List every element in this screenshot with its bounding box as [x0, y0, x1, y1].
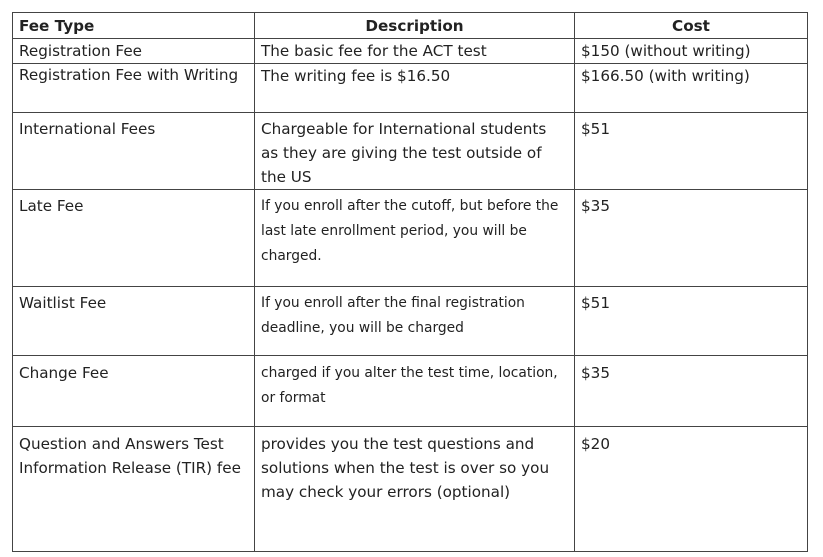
header-row	[13, 13, 808, 39]
fee-type-cell: Late Fee	[13, 190, 255, 287]
fee-type-cell: International Fees	[13, 113, 255, 190]
fee-type-cell: Registration Fee	[13, 39, 255, 64]
fee-type-cell: Question and Answers Test Information Release (TIR) fee	[13, 427, 255, 552]
description-cell: If you enroll after the final registration deadline, you will be charged	[255, 287, 575, 356]
cost-cell: $51	[575, 113, 808, 190]
description-cell: If you enroll after the cutoff, but before the last late enrollment period, you will be charged.	[255, 190, 575, 287]
header-cost: Cost	[575, 13, 808, 39]
table-row	[13, 39, 808, 64]
header-description: Description	[255, 13, 575, 39]
description-cell: charged if you alter the test time, location, or format	[255, 356, 575, 427]
fee-table	[12, 12, 808, 552]
cost-cell: $35	[575, 356, 808, 427]
cost-cell: $35	[575, 190, 808, 287]
cost-cell: $150 (without writing)	[575, 39, 808, 64]
description-cell: The writing fee is $16.50	[255, 64, 575, 113]
table-header	[13, 13, 808, 39]
table-row	[13, 427, 808, 552]
table-row	[13, 113, 808, 190]
description-cell: The basic fee for the ACT test	[255, 39, 575, 64]
table-row	[13, 190, 808, 287]
description-cell: Chargeable for International students as they are giving the test outside of the US	[255, 113, 575, 190]
table-row	[13, 356, 808, 427]
cost-cell: $20	[575, 427, 808, 552]
table-body	[13, 39, 808, 552]
table-row	[13, 287, 808, 356]
fee-type-cell: Waitlist Fee	[13, 287, 255, 356]
fee-type-cell: Registration Fee with Writing	[13, 64, 255, 113]
header-fee-type: Fee Type	[13, 13, 255, 39]
cost-cell: $166.50 (with writing)	[575, 64, 808, 113]
description-cell: provides you the test questions and solutions when the test is over so you may check your errors (optional)	[255, 427, 575, 552]
fee-type-cell: Change Fee	[13, 356, 255, 427]
table-row	[13, 64, 808, 113]
cost-cell: $51	[575, 287, 808, 356]
